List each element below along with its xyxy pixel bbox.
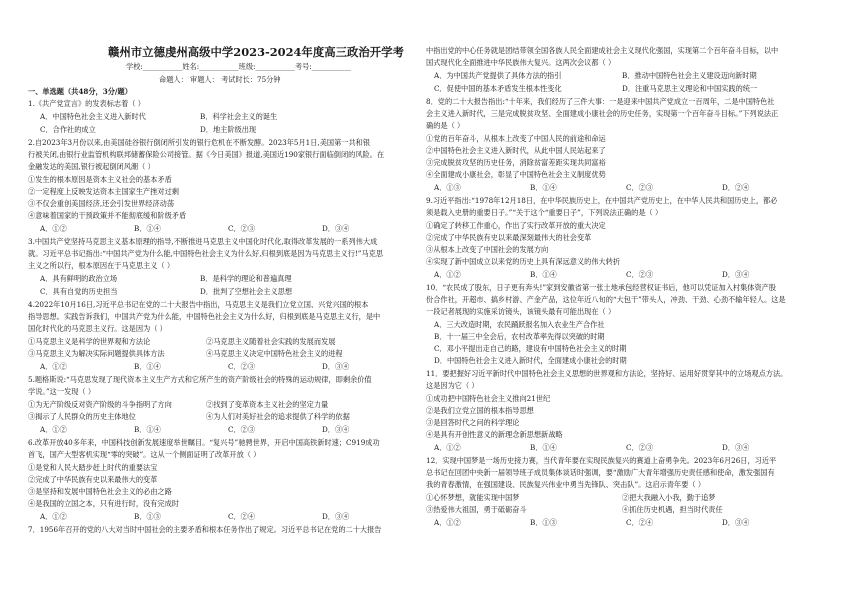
- q12-statement: ③热爱伟大祖国，勇于砥砺奋斗: [426, 505, 527, 514]
- q2-option-d: D．③④: [322, 224, 350, 233]
- question-8-stem: 会主义进入新时代，三是完成脱贫攻坚、全面建成小康社会的历史任务，实现第一个百年奋斗目标。”下列说法正: [426, 109, 779, 118]
- question-4-stem: 指导思想。实践告诉我们，中国共产党为什么能，中国特色社会主义为什么好，归根到底是马克思主义行，是中: [28, 312, 381, 321]
- q9-statement: ③从根本上改变了中国社会的发展方向: [426, 245, 549, 254]
- q2-statement: ③不仅会重创美国经济,还会引发世界经济动荡: [28, 199, 175, 208]
- question-11-stem: 11．要把握好习近平新时代中国特色社会主义思想的世界观和方法论，坚持好、运用好贯穿其中的立场观点方法。: [426, 369, 788, 378]
- student-info-line: 学校:___________姓名:___________班级:___________考号:___________: [126, 62, 352, 71]
- q11-option-b: B．①④: [530, 443, 557, 452]
- question-7-stem: 7．1956年召开的党的八大对当时中国社会的主要矛盾和根本任务作出了规定。习近平总书记在党的二十大报告: [28, 525, 382, 534]
- q1-option-a: A．中国特色社会主义进入新时代: [40, 112, 146, 121]
- question-5-stem: 5.题格斯说:“马克思发现了现代资本主义生产方式和它所产生的资产阶级社会的特殊的运动规律，即剩余价值: [28, 375, 372, 384]
- q3-option-b: B．是科学的理论和普遍真理: [200, 274, 292, 283]
- q2-statement: ②一定程度上反映发达资本主国家生产挫对过剩: [28, 187, 179, 196]
- question-3-stem: 主义之所以行，根本原因在于马克思主义（ ）: [28, 261, 175, 270]
- q11-option-a: A．①②: [434, 443, 461, 452]
- q2-option-b: B．①④: [134, 224, 161, 233]
- q12-statement: ②把大我融入小我，勤于追梦: [622, 493, 716, 502]
- q8-option-a: A．①③: [434, 183, 461, 192]
- q1-option-d: D．地主阶级出现: [200, 125, 257, 134]
- q12-option-d: D．③④: [722, 518, 750, 527]
- q7-option-b: B．推动中国特色社会主义建设迈向新时期: [622, 71, 757, 80]
- q11-statement: ②是我们立党立国的根本指导思想: [426, 406, 534, 415]
- q12-statement: ①心怀梦想，就能实现中国梦: [426, 493, 520, 502]
- question-7-stem: 国式现代化全面推进中华民族伟大复兴。这两次会议都（ ）: [426, 58, 616, 67]
- q6-option-c: C．②④: [228, 512, 256, 521]
- question-5-stem: 学说。”这一发现（ ）: [28, 387, 96, 396]
- left-column: [24, 0, 416, 608]
- q8-statement: ③完成脱贫攻坚的历史任务，消除贫富差距实现共同富裕: [426, 158, 606, 167]
- question-1-stem: 1.《共产党宣言》的发表标志着（ ）: [28, 99, 145, 108]
- q4-option-b: B．①④: [134, 362, 161, 371]
- q6-option-a: A．①②: [40, 512, 67, 521]
- right-column: [426, 0, 836, 608]
- q11-statement: ③是回答时代之问的科学理论: [426, 418, 520, 427]
- question-2-stem: 2.自2023年3月份以来,由美国硅谷银行倒闭所引发的银行危机在不断发酵。2023年5月1日,美国第一共和银: [28, 138, 371, 147]
- q1-option-b: B．科学社会主义的诞生: [200, 112, 278, 121]
- q8-option-c: C．②③: [626, 183, 654, 192]
- question-4-stem: 国化时代化的马克思主义行。这是因为（ ）: [28, 324, 167, 333]
- question-8-stem: 8．党的二十大报告指出:“十年来，我们经历了三件大事：一是迎来中国共产党成立一百周年，二是中国特色社: [426, 97, 775, 106]
- q11-statement: ④是具有开创性意义的新理念新思想新战略: [426, 430, 563, 439]
- q3-option-a: A．具有鲜明的政治立场: [40, 274, 118, 283]
- q7-option-c: C．促使中国的基本矛盾发生根本性变化: [434, 84, 562, 93]
- q12-option-c: C．②④: [626, 518, 654, 527]
- q12-option-b: B．①③: [530, 518, 557, 527]
- q1-option-c: C．合作社的成立: [40, 125, 96, 134]
- question-9-stem: 须是载入史册的重要日子。”“关于这个“重要日子”，下列说法正确的是（ ）: [426, 208, 663, 217]
- question-7-stem: 中指出党的中心任务就是团结带领全国各族人民全面建成社会主义现代化强国，实现第二个百年奋斗目标，以中: [426, 46, 779, 55]
- q6-option-d: D．③④: [322, 512, 350, 521]
- q8-option-b: B．①④: [530, 183, 557, 192]
- q9-statement: ②完成了中华民族有史以来最深刻最伟大的社会变革: [426, 233, 592, 242]
- q3-option-c: C．具有自觉的历史担当: [40, 287, 118, 296]
- question-6-stem: 6.改革开放40多年来，中国科技创新发展速度举世瞩目。“复兴号”驰骋世界，开启中国高铁新时速；C919成功: [28, 438, 380, 447]
- q10-option-d: D．中国特色社会主义进入新时代，全面建成小康社会的时期: [434, 356, 627, 365]
- q4-option-d: D．③④: [322, 362, 350, 371]
- question-6-stem: 首飞，国产大型客机实现“零的突破”。这从一个侧面证明了改革开放（ ）: [28, 450, 261, 459]
- q10-option-b: B．十一届三中全会后，农村改革率先得以突破的时期: [434, 332, 605, 341]
- q11-option-d: D．③④: [722, 443, 750, 452]
- question-12-stem: 总书记在回团中央新一届领导班子成员集体谈话时强调，要“激励广大青年增强历史责任感和使命，激发强国有: [426, 468, 775, 477]
- q5-statement: ③揭示了人民群众的历史主体地位: [28, 412, 136, 421]
- q9-option-c: C．②③: [626, 270, 654, 279]
- q5-option-b: B．①④: [134, 425, 161, 434]
- q5-statement: ②找到了变革资本主义社会的坚定力量: [206, 400, 329, 409]
- question-12-stem: 我的青春激情，在强国建设、民族复兴伟业中勇当先锋队、突击队”。这启示青年要（ ）: [426, 480, 706, 489]
- q7-option-d: D．注重马克思主义理论和中国实践的统一: [622, 84, 758, 93]
- q4-option-a: A．①②: [40, 362, 67, 371]
- q8-option-d: D．②④: [722, 183, 750, 192]
- q9-statement: ④实现了新中国成立以来党的历史上具有深远意义的伟大转折: [426, 257, 621, 266]
- question-10-stem: 份合作社，开超市、搞乡村游、产金产品，这位年近八旬的“大包干”带头人，冲劲、干劲、心劲不输年轻人。这是: [426, 295, 786, 304]
- q8-statement: ①党的百年奋斗，从根本上改变了中国人民的前途和命运: [426, 134, 606, 143]
- q6-option-b: B．①③: [134, 512, 161, 521]
- q6-statement: ③是坚持和发展中国特色社会主义的必由之路: [28, 487, 172, 496]
- q10-option-c: C．邓小平提出走自己的路，建设有中国特色社会主义的时期: [434, 344, 627, 353]
- question-8-stem: 确的是（ ）: [426, 121, 465, 130]
- question-4-stem: 4.2022年10月16日,习近平总书记在党的二十大报告中指出，马克思主义是我们立党立国、兴党兴国的根本: [28, 300, 369, 309]
- q6-statement: ②完成了中华民族有史以来最伟大的变革: [28, 475, 158, 484]
- q11-option-c: C．②③: [626, 443, 654, 452]
- question-11-stem: 这是因为它（ ）: [426, 381, 479, 390]
- question-2-stem: 行被关闭,由银行业监管机构联邦储蓄保险公司接管。据《今日美国》报道,美国近190家银行面临倒闭的风险。在: [28, 150, 385, 159]
- question-10-stem: 10．“农民成了股东，日子更有奔头!”家到安徽省第一张土地承包经营权证书后，他可以凭证加入村集体资产股: [426, 283, 777, 292]
- q5-option-d: D．③④: [322, 425, 350, 434]
- question-3-stem: 3.中国共产党坚持马克思主义基本原理的指导,不断推进马克思主义中国化时代化,取得改革发展的一系列伟大成: [28, 237, 378, 246]
- q9-option-d: D．③④: [722, 270, 750, 279]
- q9-statement: ①确定了转移工作重心，作出了实行改革开放的重大决定: [426, 221, 606, 230]
- q4-statement: ③马克思主义为解决实际问题提供具体方法: [28, 349, 165, 358]
- exam-title: 赣州市立德虔州高级中学2023-2024年度高三政治开学考: [108, 45, 404, 59]
- q5-option-c: C．②③: [228, 425, 256, 434]
- q9-option-b: B．①④: [530, 270, 557, 279]
- exam-meta-line: 命题人： 审题人： 考试时长：75分钟: [159, 75, 281, 84]
- q6-statement: ①是党和人民大踏步赶上时代的重要法宝: [28, 463, 158, 472]
- section-heading: 一、单选题（共48分，3分/题）: [28, 87, 132, 96]
- q5-statement: ①为无产阶级反对资产阶级的斗争指明了方向: [28, 400, 172, 409]
- q8-statement: ②中国特色社会主义进入新时代，从此中国人民站起来了: [426, 146, 606, 155]
- q4-statement: ④马克思主义决定中国特色社会主义的进程: [206, 349, 343, 358]
- question-2-stem: 金融发达的美国,银行被起倒闭风潮（ ）: [28, 162, 155, 171]
- q2-statement: ①发生的根本原因是资本主义社会的基本矛盾: [28, 175, 172, 184]
- question-10-stem: 一段记者展现的实施采访镜头，该镜头最有可能出现在（ ）: [426, 307, 616, 316]
- q12-statement: ④抓住历史机遇，担当时代责任: [622, 505, 723, 514]
- q5-option-a: A．①②: [40, 425, 67, 434]
- q5-statement: ④为人们对美好社会的追求提供了科学的依据: [206, 412, 350, 421]
- question-9-stem: 9.习近平指出:“1978年12月18日，在中华民族历史上，在中国共产党历史上，在中华人民共和国历史上，都必: [426, 196, 778, 205]
- q4-statement: ②马克思主义随着社会实践的发展而发展: [206, 337, 336, 346]
- q7-option-a: A．为中国共产党提供了具体方法的指引: [434, 71, 562, 80]
- q4-option-c: C．②③: [228, 362, 256, 371]
- q2-option-c: C．②③: [228, 224, 256, 233]
- q4-statement: ①马克思主义是科学的世界观和方法论: [28, 337, 151, 346]
- q6-statement: ④是我国的立国之本，只有进行时，没有完成时: [28, 499, 179, 508]
- q9-option-a: A．①②: [434, 270, 461, 279]
- q3-option-d: D．批判了空想社会主义思想: [200, 287, 293, 296]
- q8-statement: ④全面建成小康社会，彰显了中国特色社会主义制度优势: [426, 170, 606, 179]
- question-3-stem: 就。习近平总书记指出:“中国共产党为什么能,中国特色社会主义为什么好,归根到底是因为马克思主义行!”马克思: [28, 249, 384, 258]
- question-12-stem: 12．实现中国梦是一场历史接力赛，当代青年要在实现民族复兴的赛道上奋勇争先。2023年6月26日，习近平: [426, 456, 777, 465]
- q11-statement: ①成功把中国特色社会主义推向21世纪: [426, 394, 551, 403]
- q10-option-a: A．三大改造时期，农民踊跃报名加入农业生产合作社: [434, 320, 605, 329]
- q2-option-a: A．①②: [40, 224, 67, 233]
- q2-statement: ④意味着国家的干预政策并不能彻底缓和阶级矛盾: [28, 211, 187, 220]
- q12-option-a: A．①②: [434, 518, 461, 527]
